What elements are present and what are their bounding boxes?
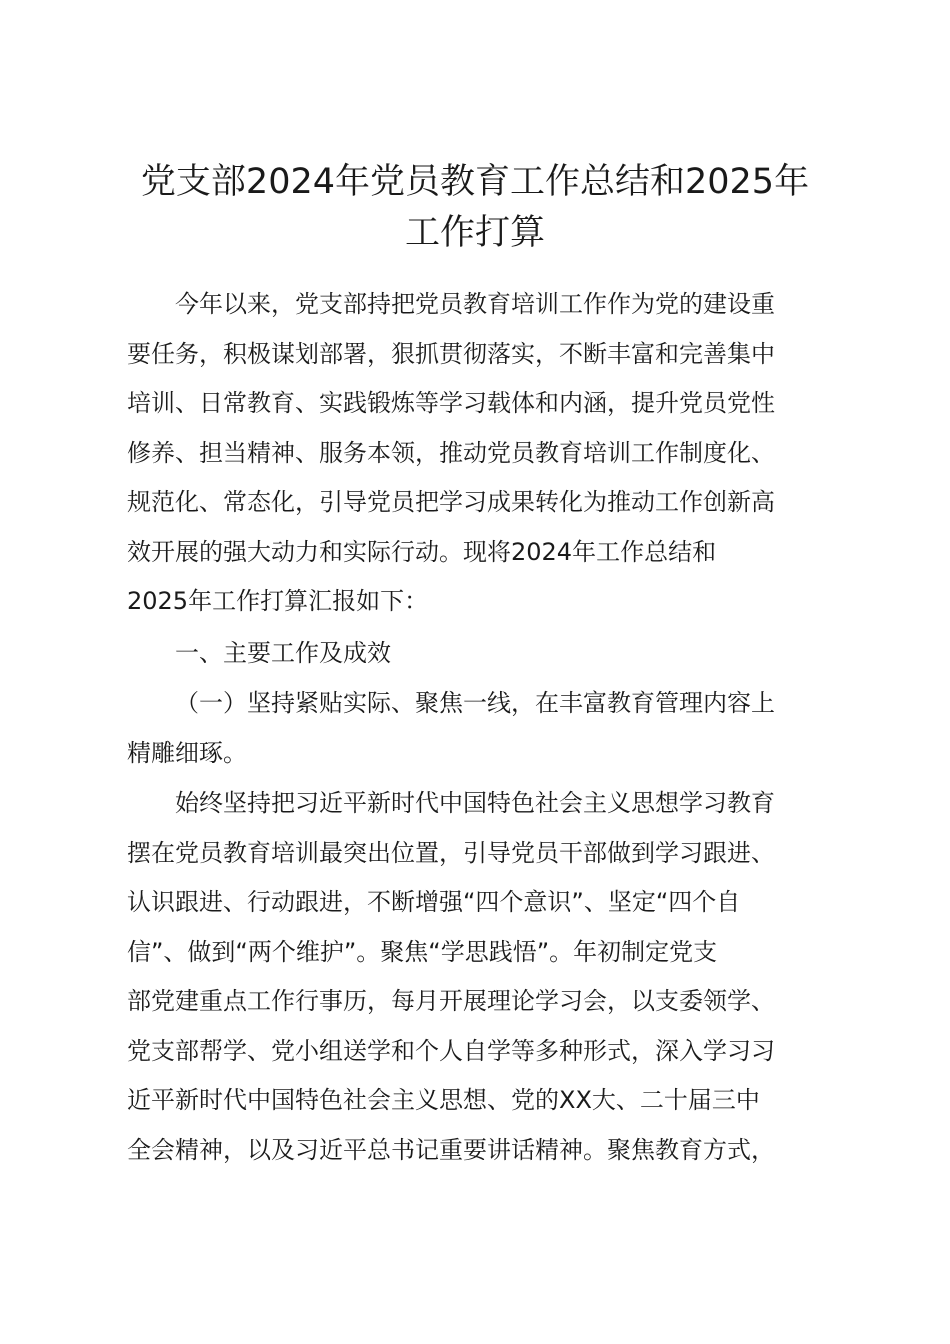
paragraph-line: 2025年工作打算汇报如下： (127, 587, 429, 615)
paragraph-line: 今年以来，党支部持把党员教育培训工作作为党的建设重 (175, 290, 775, 318)
paragraph-line: 效开展的强大动力和实际行动。现将2024年工作总结和 (127, 537, 717, 566)
section-heading (127, 629, 837, 679)
body-paragraph (127, 779, 837, 1175)
paragraph-line: 摆在党员教育培训最突出位置，引导党员干部做到学习跟进、 (127, 838, 775, 867)
paragraph-line: 党支部帮学、党小组送学和个人自学等多种形式，深入学习习 (127, 1036, 775, 1065)
subsection-heading (127, 679, 837, 778)
intro-paragraph (127, 280, 837, 627)
subsection-line: （一）坚持紧贴实际、聚焦一线，在丰富教育管理内容上 (175, 689, 775, 717)
paragraph-line: 部党建重点工作行事历，每月开展理论学习会，以支委领学、 (127, 987, 775, 1015)
paragraph-line: 规范化、常态化，引导党员把学习成果转化为推动工作创新高 (127, 488, 775, 516)
document-title-line-2: 工作打算 (404, 213, 545, 253)
subsection-line: 精雕细琢。 (127, 738, 247, 767)
paragraph-line: 认识跟进、行动跟进，不断增强“四个意识”、坚定“四个自 (127, 888, 741, 916)
paragraph-line: 始终坚持把习近平新时代中国特色社会主义思想学习教育 (175, 789, 775, 817)
paragraph-line: 培训、日常教育、实践锻炼等学习载体和内涵，提升党员党性 (127, 389, 775, 417)
paragraph-line: 信”、做到“两个维护”。聚焦“学思践悟”。年初制定党支 (127, 937, 718, 966)
section-heading-text: 一、主要工作及成效 (175, 639, 391, 667)
paragraph-line: 修养、担当精神、服务本领，推动党员教育培训工作制度化、 (127, 438, 775, 467)
paragraph-line: 全会精神，以及习近平总书记重要讲话精神。聚焦教育方式， (127, 1135, 775, 1164)
paragraph-line: 近平新时代中国特色社会主义思想、党的XX大、二十届三中 (127, 1086, 760, 1114)
document-title-line-1: 党支部2024年党员教育工作总结和2025年 (140, 162, 810, 202)
paragraph-line: 要任务，积极谋划部署，狠抓贯彻落实，不断丰富和完善集中 (127, 339, 775, 368)
